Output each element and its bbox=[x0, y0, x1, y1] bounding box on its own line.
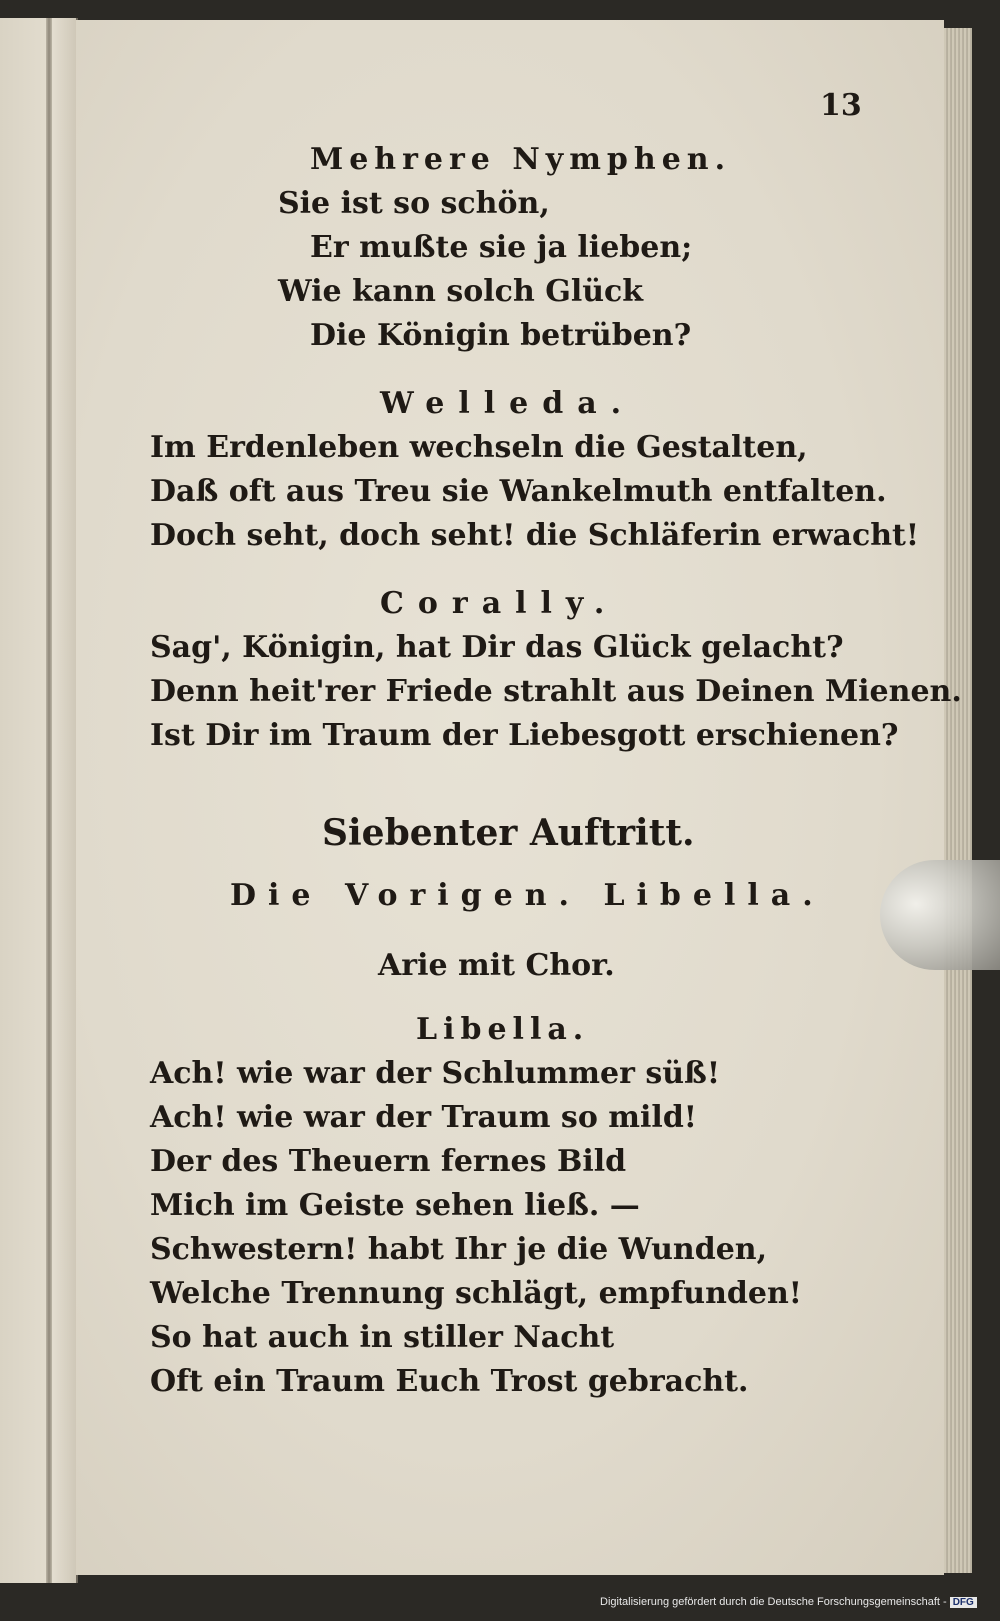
verse-line: Ach! wie war der Traum so mild! bbox=[150, 1100, 697, 1135]
verse-line: Die Königin betrüben? bbox=[310, 318, 692, 353]
scene-title: Siebenter Auftritt. bbox=[322, 812, 695, 854]
credit-text: Digitalisierung gefördert durch die Deutsche Forschungsgemeinschaft - bbox=[600, 1596, 947, 1608]
facing-page-edge bbox=[0, 18, 78, 1583]
page-stack-edge bbox=[944, 28, 972, 1573]
page-number: 13 bbox=[820, 88, 862, 123]
dfg-logo: DFG bbox=[950, 1597, 977, 1608]
verse-line: Mich im Geiste sehen ließ. — bbox=[150, 1188, 640, 1223]
digitization-credit bbox=[600, 1596, 1000, 1618]
speaker-libella: Libella. bbox=[416, 1012, 590, 1047]
page-clip bbox=[880, 860, 1000, 970]
verse-line: Oft ein Traum Euch Trost gebracht. bbox=[150, 1364, 749, 1399]
verse-line: Wie kann solch Glück bbox=[278, 274, 644, 309]
verse-line: Doch seht, doch seht! die Schläferin erwacht! bbox=[150, 518, 920, 553]
verse-line: Daß oft aus Treu sie Wankelmuth entfalten. bbox=[150, 474, 887, 509]
verse-line: So hat auch in stiller Nacht bbox=[150, 1320, 615, 1355]
verse-line: Denn heit'rer Friede strahlt aus Deinen Mienen. bbox=[150, 674, 962, 709]
verse-line: Ach! wie war der Schlummer süß! bbox=[150, 1056, 720, 1091]
scene-characters: Die Vorigen. Libella. bbox=[230, 878, 825, 913]
verse-line: Schwestern! habt Ihr je die Wunden, bbox=[150, 1232, 768, 1267]
verse-line: Der des Theuern fernes Bild bbox=[150, 1144, 627, 1179]
aria-heading: Arie mit Chor. bbox=[378, 948, 615, 983]
book-gutter bbox=[46, 18, 52, 1583]
verse-line: Ist Dir im Traum der Liebesgott erschienen? bbox=[150, 718, 899, 753]
verse-line: Er mußte sie ja lieben; bbox=[310, 230, 693, 265]
verse-line: Sie ist so schön, bbox=[278, 186, 550, 221]
verse-line: Welche Trennung schlägt, empfunden! bbox=[150, 1276, 802, 1311]
speaker-welleda: Welleda. bbox=[380, 386, 636, 421]
verse-line: Im Erdenleben wechseln die Gestalten, bbox=[150, 430, 808, 465]
speaker-corally: Corally. bbox=[380, 586, 619, 621]
verse-line: Sag', Königin, hat Dir das Glück gelacht? bbox=[150, 630, 844, 665]
speaker-nymphs: Mehrere Nymphen. bbox=[310, 142, 732, 177]
